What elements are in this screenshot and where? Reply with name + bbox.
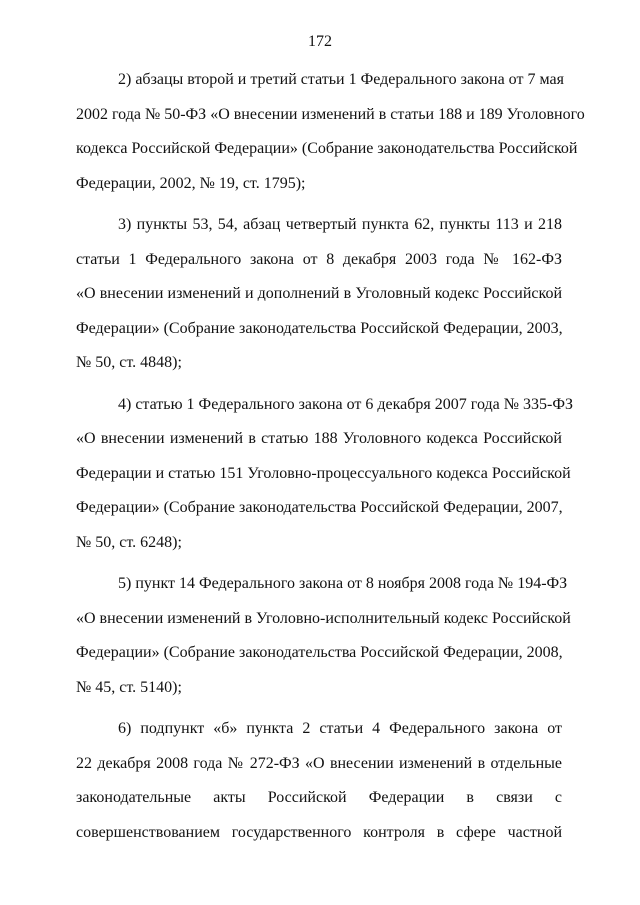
text-line: 3) пункты 53, 54, абзац четвертый пункта 62, пункты 113 и 218 <box>118 216 562 233</box>
paragraph-6 <box>76 712 562 850</box>
paragraph-2 <box>76 63 585 201</box>
text-line: № 50, ст. 6248); <box>76 533 182 551</box>
text-line: Федерации, 2002, № 19, ст. 1795); <box>76 174 306 192</box>
paragraph-5 <box>76 567 571 705</box>
text-line: Федерации» (Собрание законодательства Российской Федерации, 2008, <box>76 644 563 661</box>
text-line: № 45, ст. 5140); <box>76 678 182 696</box>
text-line: 4) статью 1 Федерального закона от 6 декабря 2007 года № 335-ФЗ <box>118 395 573 413</box>
text-line: статьи 1 Федерального закона от 8 декабря 2003 года № 162-ФЗ <box>76 250 562 268</box>
text-line: кодекса Российской Федерации» (Собрание законодательства Российской <box>76 140 578 157</box>
text-line: «О внесении изменений в статью 188 Уголовного кодекса Российской <box>76 430 562 447</box>
paragraph-4 <box>76 388 573 561</box>
text-line: Федерации и статью 151 Уголовно-процессуального кодекса Российской <box>76 464 571 482</box>
text-line: законодательные акты Российской Федерации в связи с <box>76 789 562 806</box>
text-line: «О внесении изменений в Уголовно-исполнительный кодекс Российской <box>76 609 571 627</box>
text-line: 6) подпункт «б» пункта 2 статьи 4 Федерального закона от <box>118 720 562 737</box>
paragraph-3 <box>76 208 562 381</box>
text-line: совершенствованием государственного контроля в сфере частной <box>76 823 562 841</box>
text-line: Федерации» (Собрание законодательства Российской Федерации, 2007, <box>76 499 563 516</box>
text-line: 5) пункт 14 Федерального закона от 8 ноября 2008 года № 194-ФЗ <box>118 575 568 592</box>
text-line: № 50, ст. 4848); <box>76 354 182 371</box>
text-line: «О внесении изменений и дополнений в Уголовный кодекс Российской <box>76 285 562 302</box>
text-line: 22 декабря 2008 года № 272-ФЗ «О внесении изменений в отдельные <box>76 754 562 772</box>
text-line: 2002 года № 50-ФЗ «О внесении изменений в статьи 188 и 189 Уголовного <box>76 105 585 123</box>
page-number: 172 <box>308 33 332 50</box>
text-line: 2) абзацы второй и третий статьи 1 Федерального закона от 7 мая <box>118 71 564 88</box>
text-line: Федерации» (Собрание законодательства Российской Федерации, 2003, <box>76 319 563 337</box>
document-body <box>76 63 585 857</box>
